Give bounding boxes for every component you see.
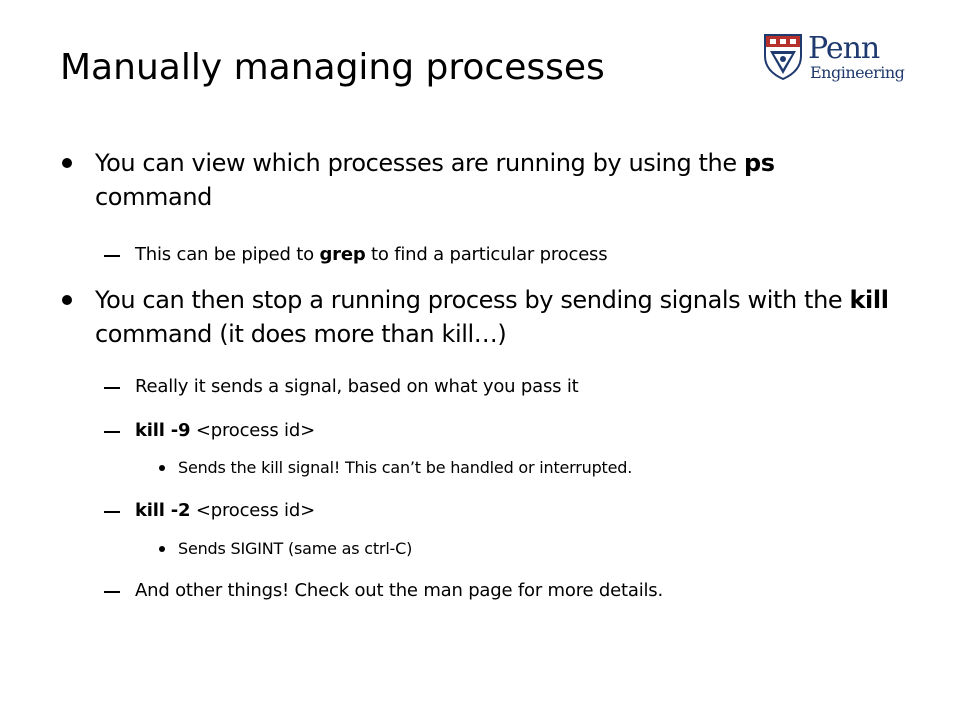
bullet-bold-ps: ps	[743, 149, 775, 177]
bullet-text: You can view which processes are running by using the	[95, 149, 744, 177]
bullet-tail: command (it does more than kill…)	[95, 320, 507, 348]
sub-bullet-bold-kill-9: kill -9	[135, 420, 191, 441]
sub-bullet-bold-kill-2: kill -2	[135, 500, 191, 521]
small-bullet-dot-icon	[159, 465, 165, 471]
sub-bullet-tail: <process id>	[190, 500, 315, 521]
sub-sub-bullet-text: Sends SIGINT (same as ctrl-C)	[178, 539, 413, 558]
bullet-dot-icon	[62, 295, 72, 305]
sub-bullet-text: Really it sends a signal, based on what you pass it	[135, 376, 579, 397]
bullet-ps-command	[95, 146, 895, 214]
logo-word-engineering: Engineering	[810, 63, 905, 82]
dash-icon	[104, 255, 120, 257]
sub-sub-bullet-sigint	[178, 538, 878, 560]
bullet-dot-icon	[62, 158, 72, 168]
sub-bullet-other-things	[135, 579, 895, 603]
dash-icon	[104, 591, 120, 593]
bullet-tail: command	[95, 183, 212, 211]
sub-sub-bullet-text: Sends the kill signal! This can’t be handled or interrupted.	[178, 458, 633, 477]
sub-bullet-tail: to find a particular process	[365, 244, 608, 265]
sub-bullet-kill-2	[135, 499, 895, 523]
sub-bullet-text: And other things! Check out the man page for more details.	[135, 580, 663, 601]
dash-icon	[104, 511, 120, 513]
bullet-text: You can then stop a running process by sending signals with the	[95, 286, 850, 314]
bullet-kill-command	[95, 283, 895, 351]
dash-icon	[104, 431, 120, 433]
sub-bullet-sends-signal	[135, 375, 895, 399]
sub-bullet-kill-9	[135, 419, 895, 443]
small-bullet-dot-icon	[159, 546, 165, 552]
sub-bullet-bold-grep: grep	[319, 244, 366, 265]
sub-bullet-grep	[135, 243, 895, 267]
dash-icon	[104, 387, 120, 389]
sub-bullet-tail: <process id>	[190, 420, 315, 441]
bullet-bold-kill: kill	[849, 286, 889, 314]
slide-title: Manually managing processes	[60, 47, 605, 88]
sub-sub-bullet-kill-signal	[178, 457, 878, 479]
logo-word-penn: Penn	[808, 31, 880, 66]
sub-bullet-text: This can be piped to	[135, 244, 320, 265]
